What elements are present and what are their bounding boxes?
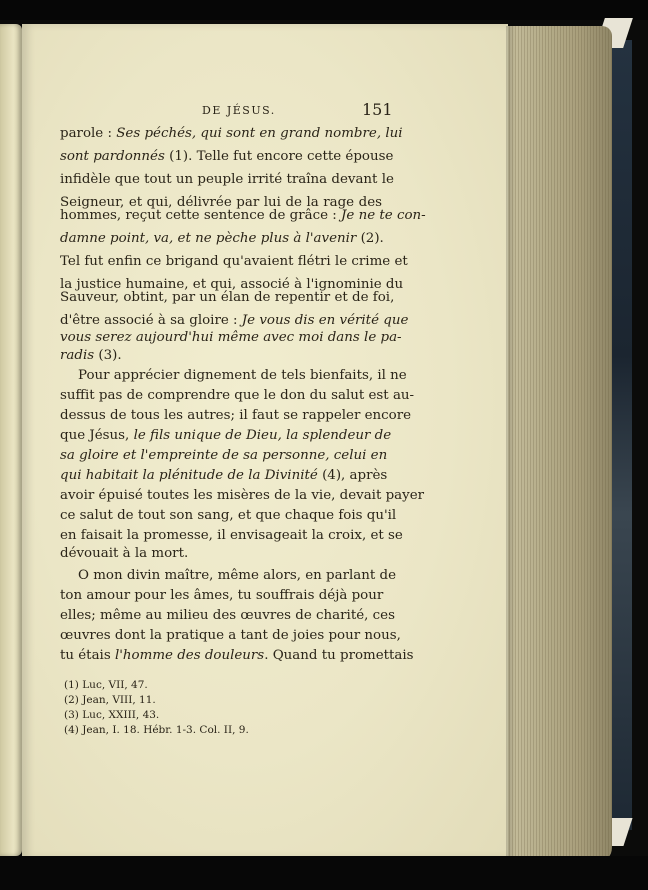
page-number: 151 xyxy=(362,100,393,119)
text-line: ton amour pour les âmes, tu souffrais déjà pour xyxy=(60,588,384,603)
footnote: (1) Luc, VII, 47. xyxy=(64,679,148,691)
text-line: d'être associé à sa gloire : Je vous dis en vérité que xyxy=(60,313,409,328)
scan-background-bottom xyxy=(0,856,648,890)
text-line: damne point, va, et ne pèche plus à l'avenir (2). xyxy=(60,231,384,246)
scan-background-top xyxy=(0,0,648,20)
text-line: ce salut de tout son sang, et que chaque fois qu'il xyxy=(60,508,397,523)
page-edge-shadow xyxy=(506,26,516,860)
text-line: que Jésus, le fils unique de Dieu, la splendeur de xyxy=(60,428,392,443)
facing-page-edge xyxy=(0,24,22,856)
text-line: œuvres dont la pratique a tant de joies pour nous, xyxy=(60,628,401,643)
text-line: hommes, reçut cette sentence de grâce : Je ne te con- xyxy=(60,208,426,223)
running-title: DE JÉSUS. xyxy=(202,104,276,117)
text-line: parole : Ses péchés, qui sont en grand nombre, lui xyxy=(60,126,403,141)
footnote: (4) Jean, I. 18. Hébr. 1-3. Col. II, 9. xyxy=(64,724,249,736)
page-block-fore-edge xyxy=(500,26,612,862)
footnote: (2) Jean, VIII, 11. xyxy=(64,694,156,706)
text-line: infidèle que tout un peuple irrité traîna devant le xyxy=(60,172,394,187)
text-line: dévouait à la mort. xyxy=(60,546,189,561)
text-line: elles; même au milieu des œuvres de charité, ces xyxy=(60,608,395,623)
text-line: sa gloire et l'empreinte de sa personne, celui en xyxy=(60,448,388,463)
text-line: Tel fut enfin ce brigand qu'avaient flétri le crime et xyxy=(60,254,408,269)
text-line: la justice humaine, et qui, associé à l'ignominie du xyxy=(60,277,404,292)
text-line: en faisait la promesse, il envisageait la croix, et se xyxy=(60,528,403,543)
text-line: qui habitait la plénitude de la Divinité (4), après xyxy=(60,468,388,483)
footnote: (3) Luc, XXIII, 43. xyxy=(64,709,160,721)
text-line: Seigneur, et qui, délivrée par lui de la rage des xyxy=(60,195,382,210)
text-line: O mon divin maître, même alors, en parlant de xyxy=(78,568,397,583)
text-line: suffit pas de comprendre que le don du salut est au- xyxy=(60,388,415,403)
text-line: avoir épuisé toutes les misères de la vie, devait payer xyxy=(60,488,425,503)
text-line: sont pardonnés (1). Telle fut encore cette épouse xyxy=(60,149,394,164)
text-line: Pour apprécier dignement de tels bienfaits, il ne xyxy=(78,368,407,383)
text-line: Sauveur, obtint, par un élan de repentir et de foi, xyxy=(60,290,395,305)
text-line: radis (3). xyxy=(60,348,122,363)
book-cover-edge xyxy=(610,40,632,830)
text-line: vous serez aujourd'hui même avec moi dans le pa- xyxy=(60,330,402,345)
text-line: dessus de tous les autres; il faut se rappeler encore xyxy=(60,408,412,423)
text-line: tu étais l'homme des douleurs. Quand tu promettais xyxy=(60,648,414,663)
